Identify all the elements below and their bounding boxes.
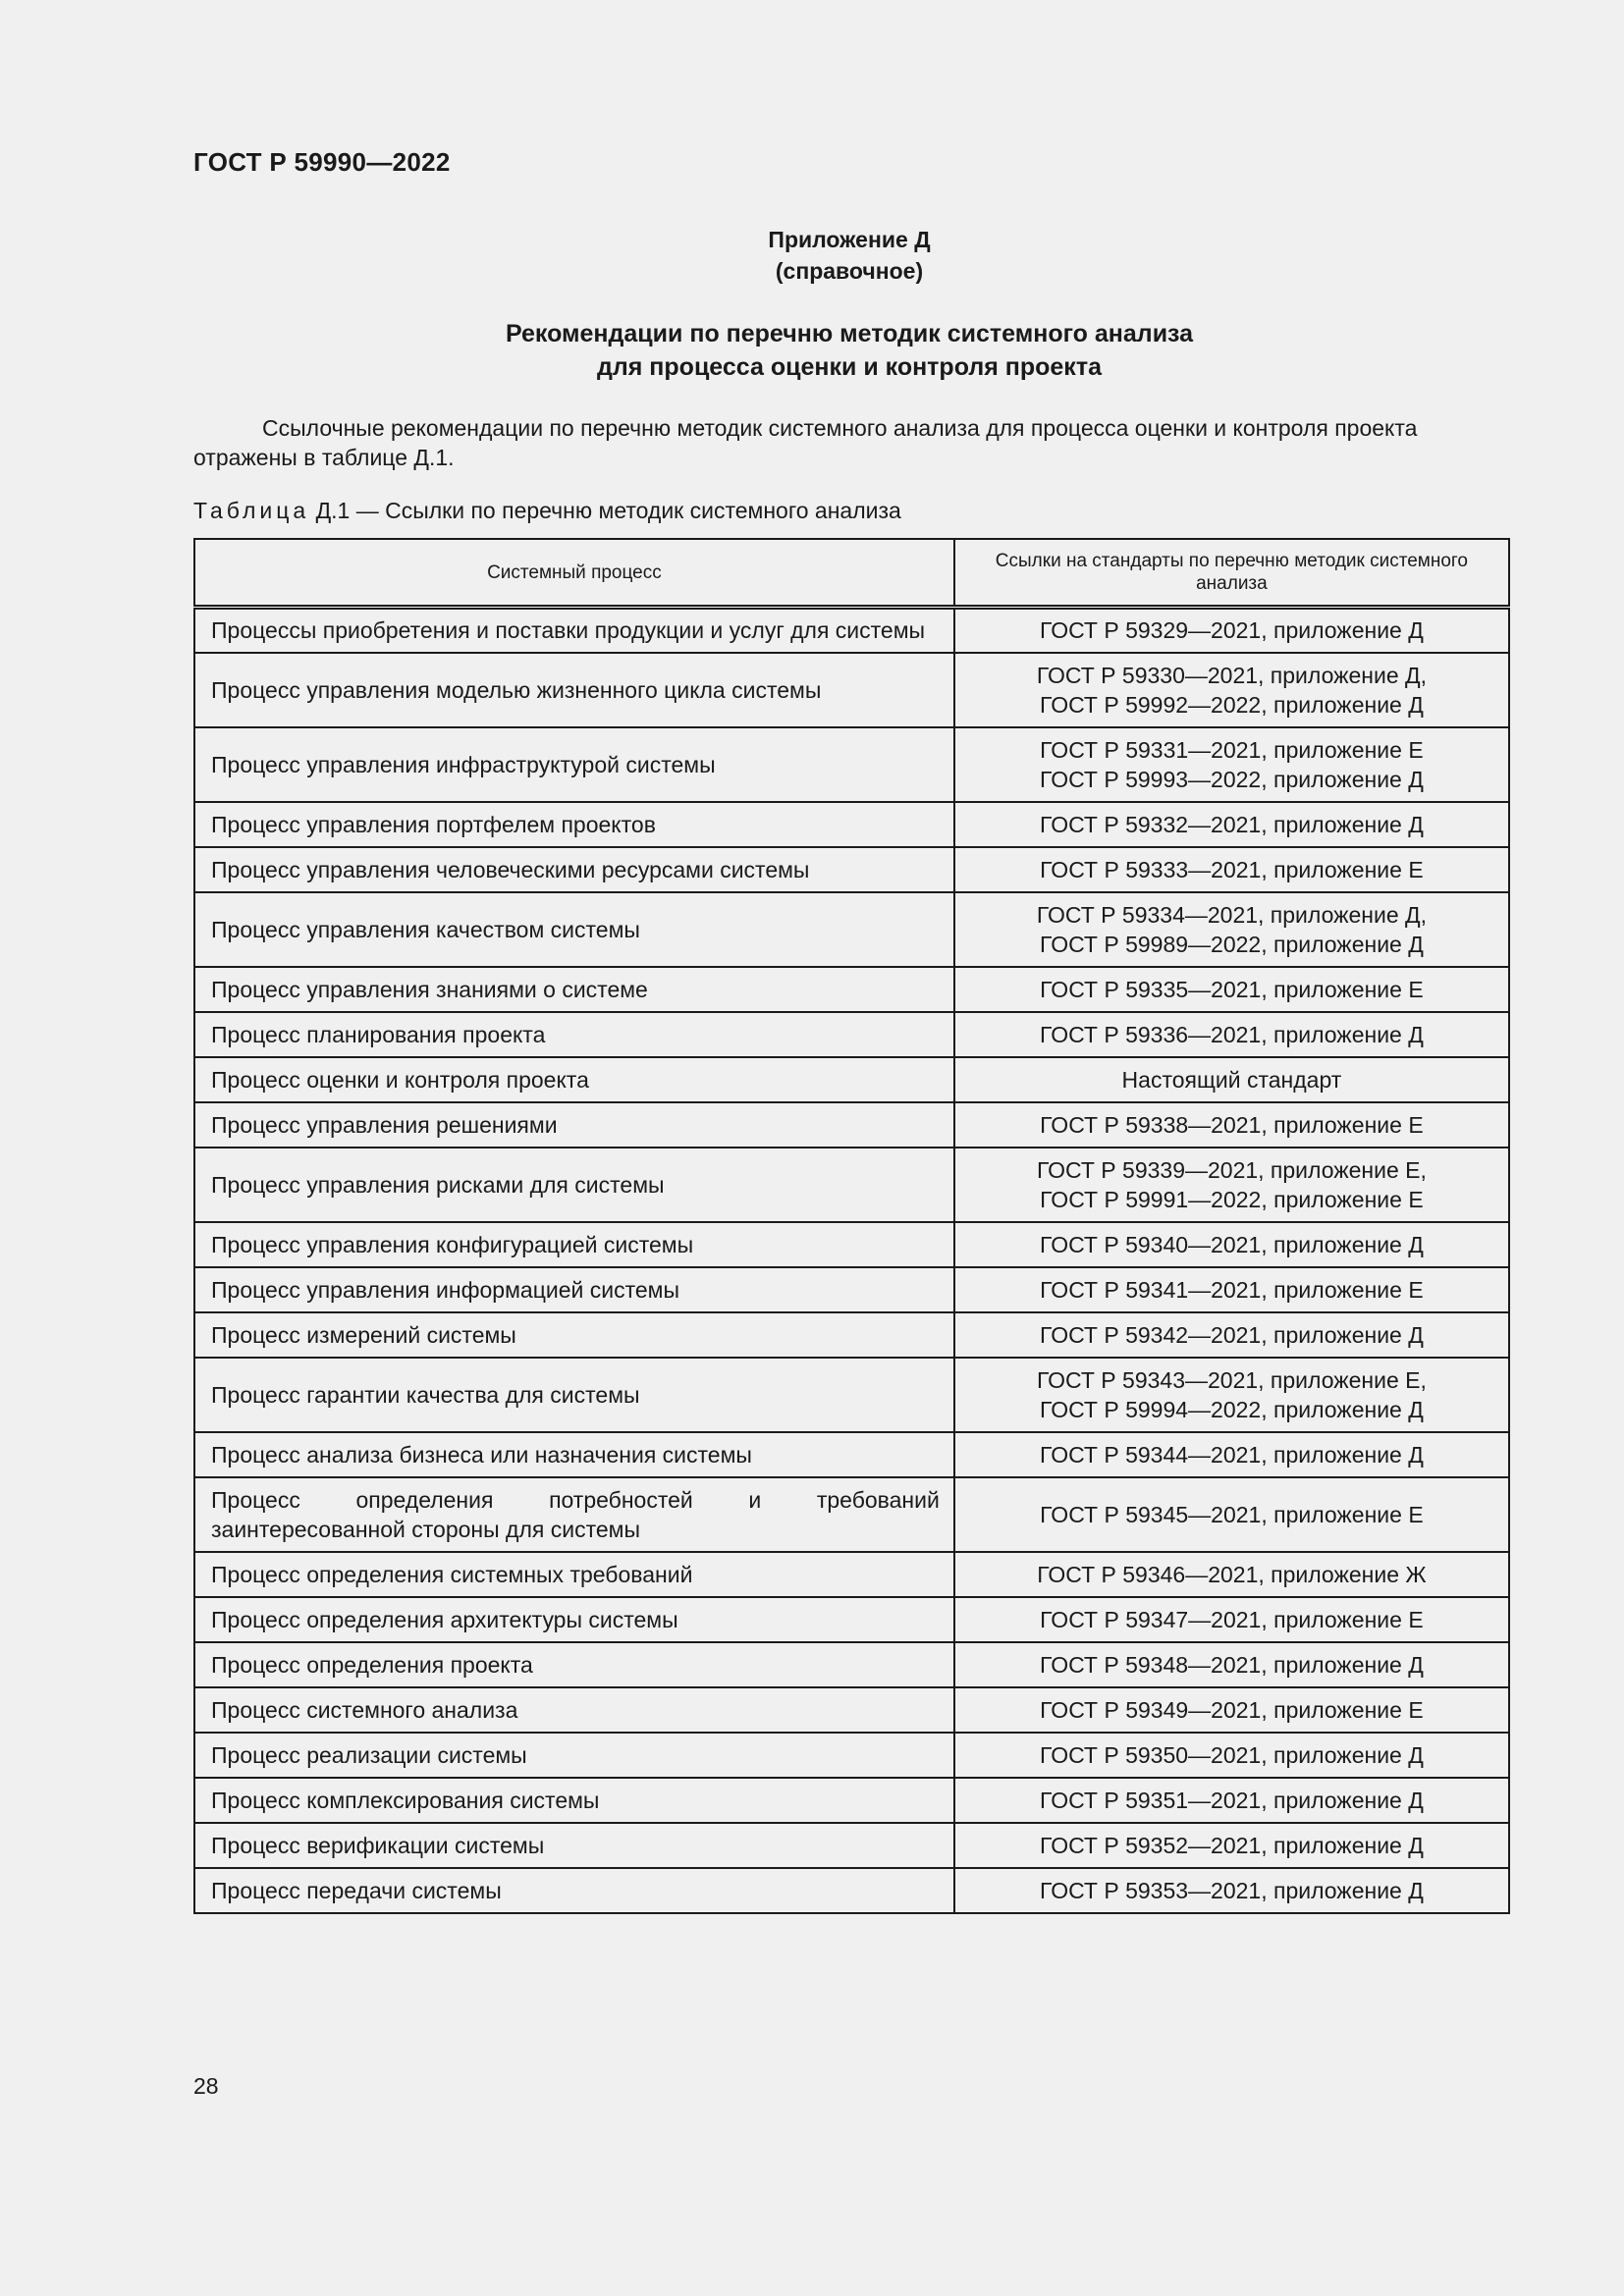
process-cell: Процесс управления информацией системы bbox=[194, 1267, 954, 1312]
reference-cell bbox=[954, 847, 1509, 892]
reference-line: ГОСТ Р 59344—2021, приложение Д bbox=[1040, 1441, 1424, 1468]
reference-cell bbox=[954, 653, 1509, 727]
reference-line: ГОСТ Р 59329—2021, приложение Д bbox=[1040, 617, 1424, 644]
reference-line: ГОСТ Р 59335—2021, приложение Е bbox=[1040, 976, 1424, 1002]
table-row bbox=[194, 967, 1509, 1012]
table-row bbox=[194, 1148, 1509, 1222]
reference-line: ГОСТ Р 59346—2021, приложение Ж bbox=[1037, 1561, 1427, 1587]
process-cell: Процессы приобретения и поставки продукции и услуг для системы bbox=[194, 608, 954, 653]
process-cell: Процесс управления моделью жизненного цикла системы bbox=[194, 653, 954, 727]
process-cell: Процесс управления человеческими ресурсами системы bbox=[194, 847, 954, 892]
reference-line: ГОСТ Р 59334—2021, приложение Д, bbox=[1036, 901, 1427, 928]
table-row bbox=[194, 1432, 1509, 1477]
table-row bbox=[194, 847, 1509, 892]
process-cell: Процесс передачи системы bbox=[194, 1868, 954, 1913]
reference-line: ГОСТ Р 59340—2021, приложение Д bbox=[1040, 1231, 1424, 1257]
reference-cell bbox=[954, 1432, 1509, 1477]
table-row bbox=[194, 1868, 1509, 1913]
process-cell: Процесс комплексирования системы bbox=[194, 1778, 954, 1823]
process-cell: Процесс реализации системы bbox=[194, 1733, 954, 1778]
table-caption-label: Таблица bbox=[193, 498, 310, 523]
process-cell: Процесс управления качеством системы bbox=[194, 892, 954, 967]
process-cell: Процесс определения проекта bbox=[194, 1642, 954, 1687]
table-row bbox=[194, 1012, 1509, 1057]
reference-cell bbox=[954, 1148, 1509, 1222]
reference-line: ГОСТ Р 59353—2021, приложение Д bbox=[1040, 1877, 1424, 1903]
process-cell: Процесс управления конфигурацией системы bbox=[194, 1222, 954, 1267]
section-heading-line-2: для процесса оценки и контроля проекта bbox=[597, 353, 1102, 381]
table-row bbox=[194, 1102, 1509, 1148]
reference-cell bbox=[954, 1102, 1509, 1148]
reference-cell bbox=[954, 1597, 1509, 1642]
process-cell: Процесс гарантии качества для системы bbox=[194, 1358, 954, 1432]
reference-cell bbox=[954, 1358, 1509, 1432]
process-cell: Процесс управления знаниями о системе bbox=[194, 967, 954, 1012]
reference-line: ГОСТ Р 59343—2021, приложение Е, bbox=[1036, 1366, 1427, 1393]
reference-line: ГОСТ Р 59993—2022, приложение Д bbox=[1040, 766, 1424, 792]
reference-line: ГОСТ Р 59348—2021, приложение Д bbox=[1040, 1651, 1424, 1678]
process-cell: Процесс системного анализа bbox=[194, 1687, 954, 1733]
process-cell: Процесс определения архитектуры системы bbox=[194, 1597, 954, 1642]
reference-line: ГОСТ Р 59347—2021, приложение Е bbox=[1040, 1606, 1424, 1632]
table-row bbox=[194, 1597, 1509, 1642]
reference-table bbox=[193, 538, 1510, 1914]
reference-line: ГОСТ Р 59349—2021, приложение Е bbox=[1040, 1696, 1424, 1723]
table-row bbox=[194, 1477, 1509, 1552]
reference-cell bbox=[954, 967, 1509, 1012]
reference-cell bbox=[954, 1642, 1509, 1687]
reference-line: ГОСТ Р 59345—2021, приложение Е bbox=[1040, 1501, 1424, 1527]
table-row bbox=[194, 1057, 1509, 1102]
table-row bbox=[194, 1552, 1509, 1597]
reference-cell bbox=[954, 802, 1509, 847]
process-cell: Процесс определения потребностей и требований заинтересованной стороны для системы bbox=[194, 1477, 954, 1552]
reference-line: ГОСТ Р 59351—2021, приложение Д bbox=[1040, 1787, 1424, 1813]
table-row bbox=[194, 1222, 1509, 1267]
reference-cell bbox=[954, 1778, 1509, 1823]
table-header-row bbox=[194, 539, 1509, 608]
reference-cell bbox=[954, 1687, 1509, 1733]
reference-line: ГОСТ Р 59350—2021, приложение Д bbox=[1040, 1741, 1424, 1768]
process-cell: Процесс анализа бизнеса или назначения системы bbox=[194, 1432, 954, 1477]
process-cell: Процесс оценки и контроля проекта bbox=[194, 1057, 954, 1102]
table-row bbox=[194, 1358, 1509, 1432]
reference-cell bbox=[954, 1733, 1509, 1778]
reference-line: ГОСТ Р 59342—2021, приложение Д bbox=[1040, 1321, 1424, 1348]
process-cell: Процесс планирования проекта bbox=[194, 1012, 954, 1057]
process-cell: Процесс управления портфелем проектов bbox=[194, 802, 954, 847]
appendix-type: (справочное) bbox=[775, 258, 924, 284]
table-row bbox=[194, 1642, 1509, 1687]
process-cell: Процесс верификации системы bbox=[194, 1823, 954, 1868]
reference-line: ГОСТ Р 59992—2022, приложение Д bbox=[1040, 691, 1424, 718]
reference-line: ГОСТ Р 59994—2022, приложение Д bbox=[1040, 1396, 1424, 1422]
process-cell: Процесс измерений системы bbox=[194, 1312, 954, 1358]
table-row bbox=[194, 1823, 1509, 1868]
reference-line: ГОСТ Р 59341—2021, приложение Е bbox=[1040, 1276, 1424, 1303]
reference-line: ГОСТ Р 59330—2021, приложение Д, bbox=[1036, 662, 1427, 688]
reference-cell bbox=[954, 1012, 1509, 1057]
section-heading-line-1: Рекомендации по перечню методик системного анализа bbox=[505, 320, 1194, 347]
table-caption-text: Д.1 — Ссылки по перечню методик системного анализа bbox=[315, 498, 901, 523]
reference-cell bbox=[954, 1312, 1509, 1358]
table-row bbox=[194, 608, 1509, 653]
table-row bbox=[194, 1312, 1509, 1358]
reference-line: ГОСТ Р 59338—2021, приложение Е bbox=[1040, 1111, 1424, 1138]
reference-line: ГОСТ Р 59336—2021, приложение Д bbox=[1040, 1021, 1424, 1047]
reference-cell bbox=[954, 1267, 1509, 1312]
process-cell: Процесс управления инфраструктурой системы bbox=[194, 727, 954, 802]
reference-cell bbox=[954, 1057, 1509, 1102]
reference-cell bbox=[954, 1222, 1509, 1267]
appendix-title: Приложение Д bbox=[768, 227, 931, 252]
reference-line: ГОСТ Р 59332—2021, приложение Д bbox=[1040, 811, 1424, 837]
table-row bbox=[194, 1778, 1509, 1823]
reference-line: Настоящий стандарт bbox=[1121, 1066, 1342, 1093]
process-cell: Процесс управления решениями bbox=[194, 1102, 954, 1148]
table-row bbox=[194, 727, 1509, 802]
table-row bbox=[194, 653, 1509, 727]
table-row bbox=[194, 802, 1509, 847]
reference-line: ГОСТ Р 59352—2021, приложение Д bbox=[1040, 1832, 1424, 1858]
reference-cell bbox=[954, 1868, 1509, 1913]
reference-line: ГОСТ Р 59989—2022, приложение Д bbox=[1040, 931, 1424, 957]
reference-line: ГОСТ Р 59339—2021, приложение Е, bbox=[1036, 1156, 1427, 1183]
reference-cell bbox=[954, 1552, 1509, 1597]
column-header-process: Системный процесс bbox=[194, 539, 954, 608]
table-caption bbox=[193, 496, 901, 525]
reference-cell bbox=[954, 892, 1509, 967]
reference-line: ГОСТ Р 59331—2021, приложение Е bbox=[1040, 736, 1424, 763]
process-cell: Процесс определения системных требований bbox=[194, 1552, 954, 1597]
reference-line: ГОСТ Р 59991—2022, приложение Е bbox=[1040, 1186, 1424, 1212]
process-cell: Процесс управления рисками для системы bbox=[194, 1148, 954, 1222]
reference-cell bbox=[954, 1477, 1509, 1552]
reference-line: ГОСТ Р 59333—2021, приложение Е bbox=[1040, 856, 1424, 882]
document-code: ГОСТ Р 59990—2022 bbox=[193, 147, 451, 177]
intro-paragraph bbox=[193, 413, 1509, 472]
reference-cell bbox=[954, 1823, 1509, 1868]
table-row bbox=[194, 1687, 1509, 1733]
intro-text: Ссылочные рекомендации по перечню методик системного анализа для процесса оценки и контроля проекта отражены в таблице Д.1. bbox=[193, 415, 1418, 470]
column-header-references: Ссылки на стандарты по перечню методик системного анализа bbox=[954, 539, 1509, 608]
table-row bbox=[194, 1267, 1509, 1312]
table-row bbox=[194, 1733, 1509, 1778]
reference-cell bbox=[954, 608, 1509, 653]
table-row bbox=[194, 892, 1509, 967]
page-number: 28 bbox=[193, 2073, 219, 2099]
table-body bbox=[194, 608, 1509, 1913]
reference-cell bbox=[954, 727, 1509, 802]
